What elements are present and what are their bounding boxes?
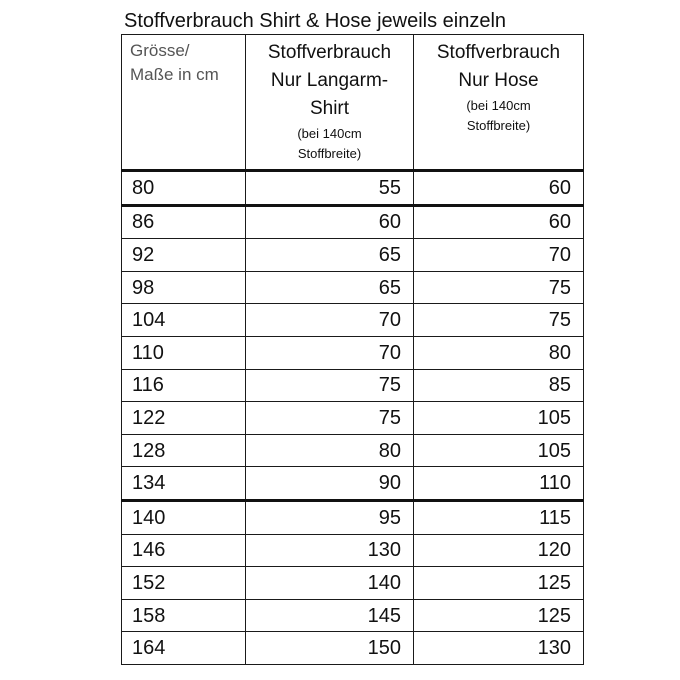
shirt-cell: 80 bbox=[246, 434, 414, 467]
table-row bbox=[122, 271, 584, 304]
table-row bbox=[122, 171, 584, 206]
header-size-line2: Maße in cm bbox=[130, 65, 219, 84]
hose-cell: 75 bbox=[414, 304, 584, 337]
table-row bbox=[122, 336, 584, 369]
header-hose bbox=[414, 35, 584, 171]
hose-cell: 75 bbox=[414, 271, 584, 304]
shirt-cell: 70 bbox=[246, 304, 414, 337]
size-cell: 104 bbox=[122, 304, 246, 337]
table-row bbox=[122, 500, 584, 534]
header-shirt bbox=[246, 35, 414, 171]
hose-cell: 105 bbox=[414, 434, 584, 467]
size-cell: 152 bbox=[122, 567, 246, 600]
header-hose-line1: Stoffverbrauch bbox=[436, 42, 561, 63]
header-hose-note1: (bei 140cm bbox=[466, 98, 531, 113]
shirt-cell: 55 bbox=[246, 171, 414, 206]
size-cell: 158 bbox=[122, 599, 246, 632]
header-shirt-line3: Shirt bbox=[309, 98, 350, 119]
hose-cell: 60 bbox=[414, 171, 584, 206]
hose-cell: 60 bbox=[414, 205, 584, 239]
table-row bbox=[122, 632, 584, 665]
table-row bbox=[122, 369, 584, 402]
size-cell: 92 bbox=[122, 239, 246, 272]
shirt-cell: 145 bbox=[246, 599, 414, 632]
shirt-cell: 75 bbox=[246, 402, 414, 435]
size-cell: 134 bbox=[122, 467, 246, 501]
shirt-cell: 65 bbox=[246, 271, 414, 304]
header-hose-line2: Nur Hose bbox=[458, 70, 539, 91]
header-size-line1: Grösse/ bbox=[130, 41, 190, 60]
size-cell: 146 bbox=[122, 534, 246, 567]
header-shirt-note2: Stoffbreite) bbox=[297, 146, 362, 161]
hose-cell: 80 bbox=[414, 336, 584, 369]
table-row bbox=[122, 599, 584, 632]
size-cell: 98 bbox=[122, 271, 246, 304]
hose-cell: 105 bbox=[414, 402, 584, 435]
shirt-cell: 90 bbox=[246, 467, 414, 501]
shirt-cell: 65 bbox=[246, 239, 414, 272]
shirt-cell: 75 bbox=[246, 369, 414, 402]
hose-cell: 125 bbox=[414, 599, 584, 632]
table-row bbox=[122, 304, 584, 337]
table-title: Stoffverbrauch Shirt & Hose jeweils einzeln bbox=[124, 10, 507, 32]
size-cell: 80 bbox=[122, 171, 246, 206]
fabric-consumption-table bbox=[121, 34, 584, 665]
shirt-cell: 95 bbox=[246, 500, 414, 534]
hose-cell: 125 bbox=[414, 567, 584, 600]
hose-cell: 85 bbox=[414, 369, 584, 402]
size-cell: 164 bbox=[122, 632, 246, 665]
header-shirt-line2: Nur Langarm- bbox=[270, 70, 389, 91]
shirt-cell: 140 bbox=[246, 567, 414, 600]
shirt-cell: 60 bbox=[246, 205, 414, 239]
hose-cell: 70 bbox=[414, 239, 584, 272]
table-row bbox=[122, 239, 584, 272]
table-row bbox=[122, 567, 584, 600]
shirt-cell: 130 bbox=[246, 534, 414, 567]
table-row bbox=[122, 205, 584, 239]
size-cell: 140 bbox=[122, 500, 246, 534]
table-row bbox=[122, 434, 584, 467]
shirt-cell: 70 bbox=[246, 336, 414, 369]
size-cell: 110 bbox=[122, 336, 246, 369]
shirt-cell: 150 bbox=[246, 632, 414, 665]
header-row bbox=[122, 35, 584, 171]
header-shirt-line1: Stoffverbrauch bbox=[267, 42, 392, 63]
size-cell: 116 bbox=[122, 369, 246, 402]
size-cell: 86 bbox=[122, 205, 246, 239]
hose-cell: 120 bbox=[414, 534, 584, 567]
table-row bbox=[122, 534, 584, 567]
size-cell: 122 bbox=[122, 402, 246, 435]
header-shirt-note1: (bei 140cm bbox=[297, 126, 362, 141]
size-cell: 128 bbox=[122, 434, 246, 467]
hose-cell: 110 bbox=[414, 467, 584, 501]
hose-cell: 115 bbox=[414, 500, 584, 534]
table-row bbox=[122, 467, 584, 501]
table-row bbox=[122, 402, 584, 435]
hose-cell: 130 bbox=[414, 632, 584, 665]
header-hose-note2: Stoffbreite) bbox=[466, 118, 531, 133]
header-size bbox=[122, 35, 246, 171]
